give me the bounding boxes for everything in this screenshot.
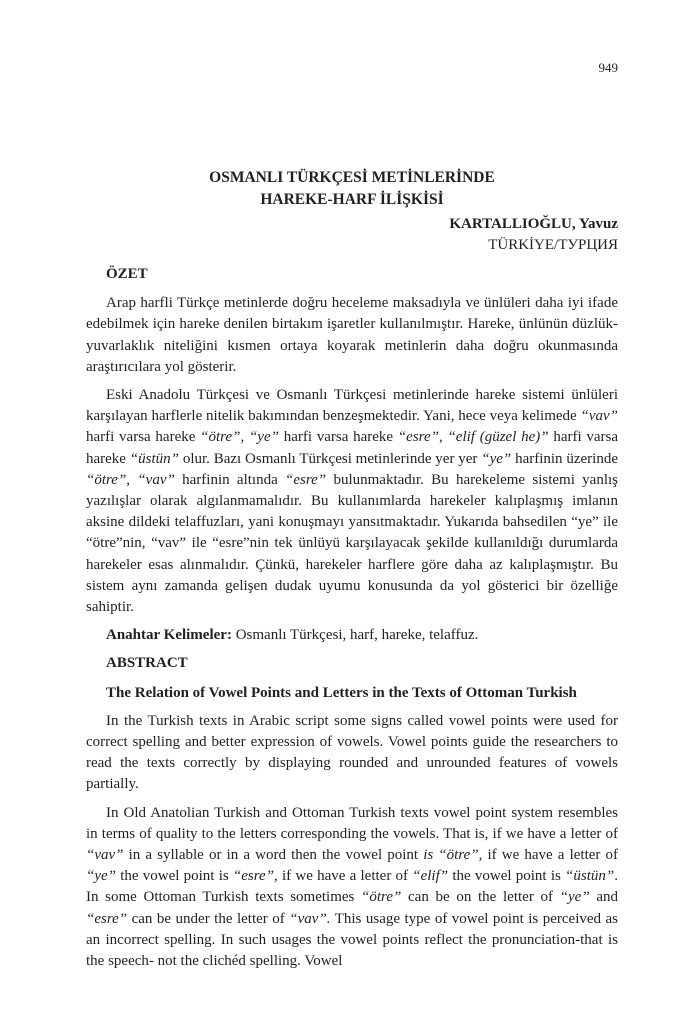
ozet-paragraph-1: Arap harfli Türkçe metinlerde doğru heceleme maksadıyla ve ünlüleri daha iyi ifade edebilmek için hareke denilen birtakım işaretler kullanılmıştır. Hareke, ünlünün düzlük-yuvarlaklık niteliğini kısmen ortaya koyarak metinlerin daha doğru okunmasında araştırıcılara yol gösterir. bbox=[86, 295, 618, 375]
paper-body bbox=[86, 264, 618, 979]
ozet-heading: ÖZET bbox=[106, 266, 148, 282]
abstract-paragraph-1: In the Turkish texts in Arabic script some signs called vowel points were used for correct spelling and better expression of vowels. Vowel points guide the researchers to read the texts correctly by displaying rounded and unrounded features of vowels partially. bbox=[86, 712, 618, 793]
author-country: TÜRKİYE/ТУРЦИЯ bbox=[488, 237, 618, 253]
text-run: can be on the letter of bbox=[401, 889, 560, 906]
italic-term: is “ötre” bbox=[423, 847, 479, 864]
page-number: 949 bbox=[598, 60, 618, 75]
abstract-paragraph-2 bbox=[86, 803, 618, 973]
keywords-line bbox=[86, 625, 618, 646]
text-run: , bbox=[126, 471, 138, 488]
text-run: This usage type of vowel point is perceived as an incorrect spelling. In such usages the vowel points reflect the pronunciation-that is the speech- not the clichéd spelling. Vowel bbox=[86, 910, 619, 970]
author-block bbox=[449, 214, 618, 256]
italic-term: “vav” bbox=[86, 847, 124, 864]
text-run: harfinin üzerinde bbox=[511, 450, 618, 467]
text-run: if we have a letter of bbox=[277, 868, 413, 885]
italic-term: “üstün” bbox=[129, 450, 179, 467]
text-run: harfinin altında bbox=[174, 471, 286, 488]
italic-term: “ye” bbox=[248, 429, 279, 446]
abstract-heading: ABSTRACT bbox=[106, 655, 188, 672]
italic-term: “ye” bbox=[559, 889, 590, 906]
text-run: , if we have a letter of bbox=[478, 847, 618, 864]
text-run: , bbox=[240, 429, 249, 446]
italic-term: “ötre” bbox=[86, 471, 127, 488]
text-run: the vowel point is bbox=[116, 868, 233, 885]
text-run: harfi varsa hareke bbox=[278, 429, 398, 446]
text-run: Eski Anadolu Türkçesi ve Osmanlı Türkçesi metinlerinde hareke sistemi ünlüleri karşılayan harflerle nitelik bakımından benzeşmektedir. Yani, hece veya kelimede bbox=[86, 387, 618, 425]
text-run: harfi varsa hareke bbox=[86, 429, 619, 467]
abstract-title: The Relation of Vowel Points and Letters in the Texts of Ottoman Turkish bbox=[106, 684, 577, 701]
ozet-paragraph-2 bbox=[86, 385, 618, 618]
paper-title bbox=[86, 167, 618, 211]
italic-term: “ye” bbox=[86, 868, 116, 885]
text-run: the vowel point is bbox=[448, 868, 566, 885]
title-line-2: HAREKE-HARF İLİŞKİSİ bbox=[260, 191, 444, 208]
italic-term: “elif” bbox=[412, 868, 449, 885]
title-line-1: OSMANLI TÜRKÇESİ METİNLERİNDE bbox=[209, 169, 495, 186]
text-run: can be under the letter of bbox=[127, 910, 290, 927]
italic-term: “elif (güzel he)” bbox=[447, 429, 549, 446]
text-run: In Old Anatolian Turkish and Ottoman Turkish texts vowel point system resembles in terms of quality to the letters corresponding the vowels. That is, if we have a letter of bbox=[86, 804, 618, 842]
keywords-text: Osmanlı Türkçesi, harf, hareke, telaffuz. bbox=[231, 627, 479, 644]
italic-term: “esre” bbox=[397, 429, 439, 446]
italic-term: “ötre” bbox=[361, 889, 402, 906]
italic-term: “ye” bbox=[481, 450, 512, 467]
italic-term: “vav” bbox=[580, 408, 618, 425]
text-run: , bbox=[438, 429, 448, 446]
italic-term: “esre”, bbox=[232, 868, 278, 885]
author-name: KARTALLIOĞLU, Yavuz bbox=[449, 216, 618, 232]
text-run: . In some Ottoman Turkish texts sometimes bbox=[86, 868, 618, 906]
italic-term: “ötre” bbox=[200, 429, 241, 446]
italic-term: “vav”. bbox=[289, 910, 331, 927]
text-run: in a syllable or in a word then the vowel point bbox=[123, 847, 424, 864]
text-run: bulunmaktadır. Bu harekeleme sistemi yanlış yazılışlar olarak algılanmamalıdır. Bu kullanımlarda harekeler kalıplaşmış imlanın aksine dildeki telaffuzları, yani konuşmayı yansıtmaktadır. Yukarıda bahsedilen “ye” ile “ötre”nin, “vav” ile “esre”nin tek ünlüyü karşılayacak şekilde kullanıldığı durumlarda harekeler esas alınmalıdır. Çünkü, harekeler harflere göre daha az kalıplaşmıştır. Bu sistem aynı zamanda gelişen dudak uyumu konusunda da yol gösterici bir özelliğe sahiptir. bbox=[86, 471, 618, 616]
italic-term: “üstün” bbox=[565, 868, 615, 885]
text-run: harfi varsa hareke bbox=[86, 429, 201, 446]
text-run: and bbox=[589, 889, 618, 906]
italic-term: “esre” bbox=[285, 471, 327, 488]
text-run: olur. Bazı Osmanlı Türkçesi metinlerinde yer yer bbox=[179, 450, 482, 467]
italic-term: “esre” bbox=[86, 910, 128, 927]
italic-term: “vav” bbox=[137, 471, 175, 488]
keywords-label: Anahtar Kelimeler: bbox=[106, 627, 232, 644]
